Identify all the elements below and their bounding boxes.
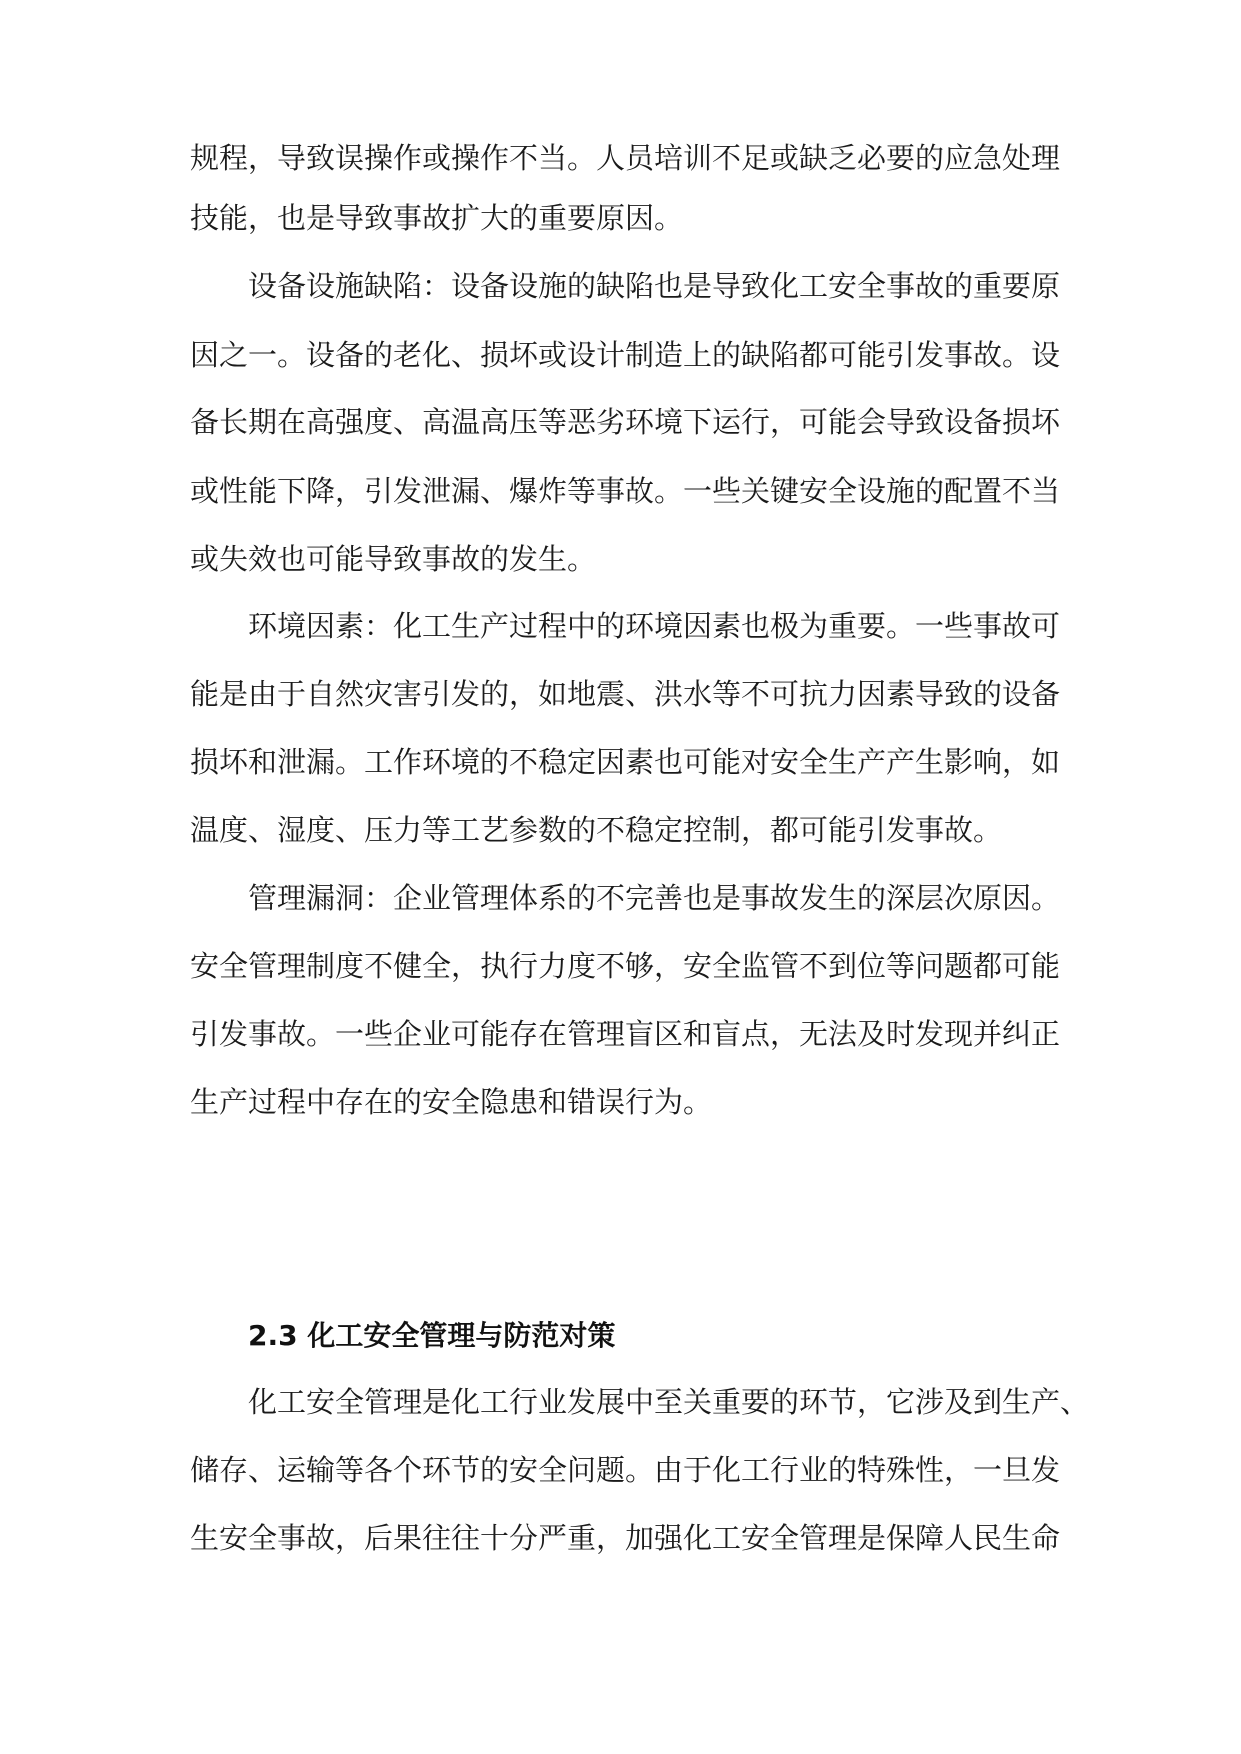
paragraph-4-line-3: 引发事故。一些企业可能存在管理盲区和盲点，无法及时发现并纠正: [190, 1017, 1061, 1051]
section-paragraph-line-1: 化工安全管理是化工行业发展中至关重要的环节，它涉及到生产、: [248, 1385, 1090, 1419]
paragraph-3-line-1: 环境因素：化工生产过程中的环境因素也极为重要。一些事故可: [248, 609, 1061, 643]
paragraph-1-line-1: 规程，导致误操作或操作不当。人员培训不足或缺乏必要的应急处理: [190, 141, 1061, 175]
paragraph-2-line-2: 因之一。设备的老化、损坏或设计制造上的缺陷都可能引发事故。设: [190, 338, 1061, 372]
section-paragraph-line-2: 储存、运输等各个环节的安全问题。由于化工行业的特殊性，一旦发: [190, 1453, 1061, 1487]
section-heading: 2.3 化工安全管理与防范对策: [248, 1319, 616, 1352]
paragraph-4-line-1: 管理漏洞：企业管理体系的不完善也是事故发生的深层次原因。: [248, 881, 1061, 915]
paragraph-2-line-4: 或性能下降，引发泄漏、爆炸等事故。一些关键安全设施的配置不当: [190, 474, 1061, 508]
paragraph-3-line-4: 温度、湿度、压力等工艺参数的不稳定控制，都可能引发事故。: [190, 813, 1003, 847]
paragraph-1-line-2: 技能，也是导致事故扩大的重要原因。: [190, 201, 684, 235]
paragraph-2-line-5: 或失效也可能导致事故的发生。: [190, 542, 597, 576]
paragraph-3-line-2: 能是由于自然灾害引发的，如地震、洪水等不可抗力因素导致的设备: [190, 677, 1061, 711]
paragraph-2-line-1: 设备设施缺陷：设备设施的缺陷也是导致化工安全事故的重要原: [248, 269, 1061, 303]
paragraph-4-line-4: 生产过程中存在的安全隐患和错误行为。: [190, 1085, 713, 1119]
section-paragraph-line-3: 生安全事故，后果往往十分严重，加强化工安全管理是保障人民生命: [190, 1521, 1061, 1555]
paragraph-3-line-3: 损坏和泄漏。工作环境的不稳定因素也可能对安全生产产生影响，如: [190, 745, 1061, 779]
paragraph-4-line-2: 安全管理制度不健全，执行力度不够，安全监管不到位等问题都可能: [190, 949, 1061, 983]
paragraph-2-line-3: 备长期在高强度、高温高压等恶劣环境下运行，可能会导致设备损坏: [190, 405, 1061, 439]
